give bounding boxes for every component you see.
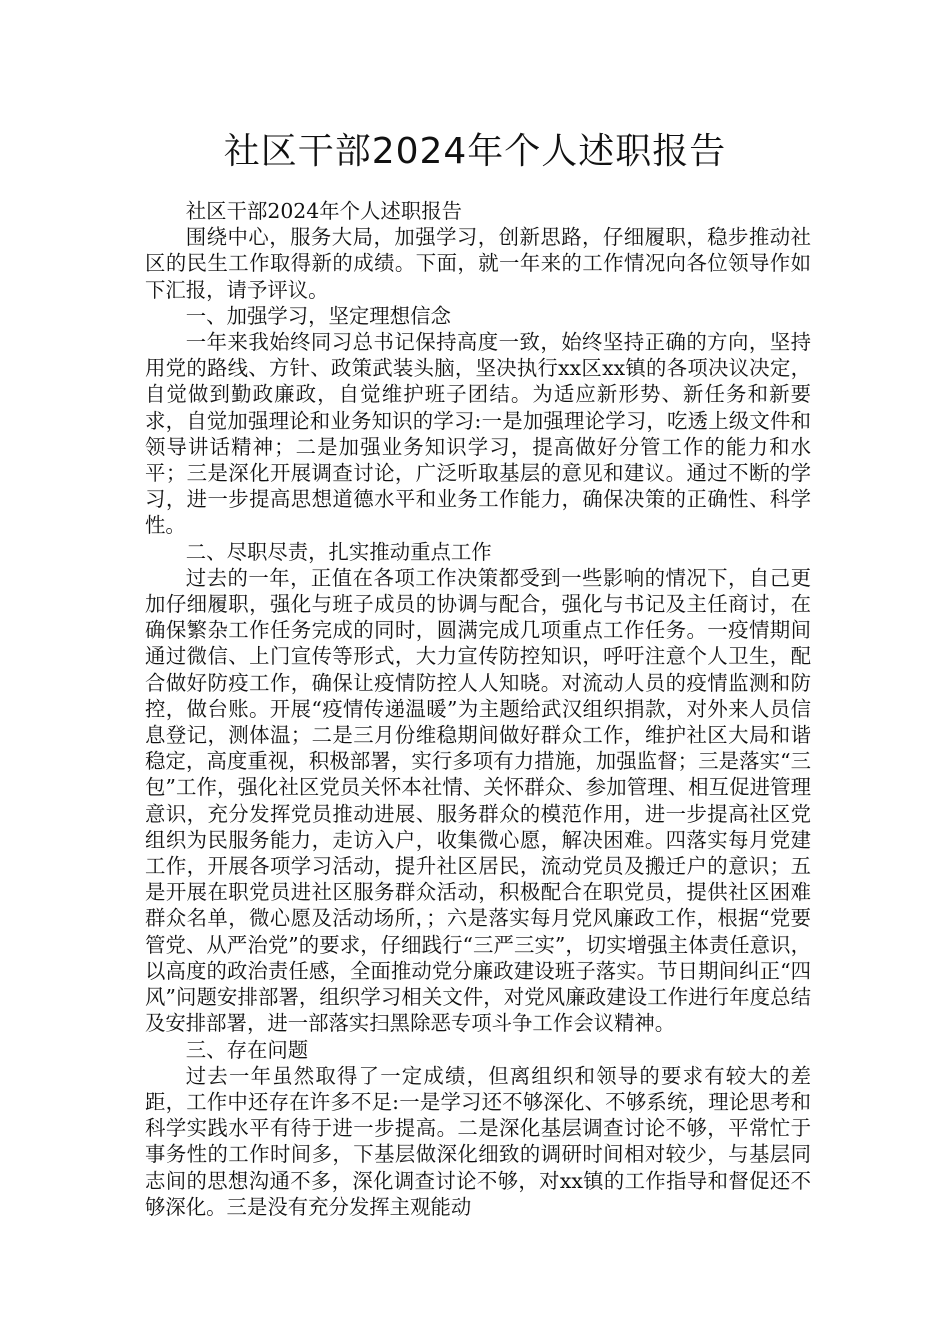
paragraph-section-2: 过去的一年，正值在各项工作决策都受到一些影响的情况下，自己更加仔细履职，强化与班子成员的协调与配合，强化与书记及主任商讨，在确保繁杂工作任务完成的同时，圆满完成几项重点工作任务。一疫情期间通过微信、上门宣传等形式，大力宣传防控知识，呼吁注意个人卫生，配合做好防疫工作，确保让疫情防控人人知晓。对流动人员的疫情监测和防控，做台账。开展“疫情传递温暖”为主题给武汉组织捐款，对外来人员信息登记，测体温；二是三月份维稳期间做好群众工作，维护社区大局和谐稳定，高度重视，积极部署，实行多项有力措施，加强监督；三是落实“三包”工作，强化社区党员关怀本社情、关怀群众、参加管理、相互促进管理意识，充分发挥党员推动进展、服务群众的模范作用，进一步提高社区党组织为民服务能力，走访入户，收集微心愿，解决困难。四落实每月党建工作，开展各项学习活动，提升社区居民，流动党员及搬迁户的意识；五是开展在职党员进社区服务群众活动，积极配合在职党员，提供社区困难群众名单，微心愿及活动场所，；六是落实每月党风廉政工作，根据“党要管党、从严治党”的要求，仔细践行“三严三实”，切实增强主体责任意识，以高度的政治责任感，全面推动党分廉政建设班子落实。节日期间纠正“四风”问题安排部署，组织学习相关文件，对党风廉政建设工作进行年度总结及安排部署，进一部落实扫黑除恶专项斗争工作会议精神。 xyxy=(145,565,811,1036)
document-title: 社区干部2024年个人述职报告 xyxy=(223,131,727,172)
section-heading-3: 三、存在问题 xyxy=(185,1037,309,1062)
paragraph-subtitle: 社区干部2024年个人述职报告 xyxy=(185,199,462,223)
section-heading-1: 一、加强学习，坚定理想信念 xyxy=(185,303,451,328)
document-body xyxy=(145,198,811,1220)
paragraph-section-3: 过去一年虽然取得了一定成绩，但离组织和领导的要求有较大的差距，工作中还存在许多不足:一是学习还不够深化、不够系统，理论思考和科学实践水平有待于进一步提高。二是深化基层调查讨论不够，平常忙于事务性的工作时间多，下基层做深化细致的调研时间相对较少，与基层同志间的思想沟通不多，深化调查讨论不够，对xx镇的工作指导和督促还不够深化。三是没有充分发挥主观能动 xyxy=(145,1063,811,1219)
paragraph-section-1: 一年来我始终同习总书记保持高度一致，始终坚持正确的方向，坚持用党的路线、方针、政策武装头脑，坚决执行xx区xx镇的各项决议决定，自觉做到勤政廉政，自觉维护班子团结。为适应新形势、新任务和新要求，自觉加强理论和业务知识的学习:一是加强理论学习，吃透上级文件和领导讲话精神；二是加强业务知识学习，提高做好分管工作的能力和水平；三是深化开展调查讨论，广泛听取基层的意见和建议。通过不断的学习，进一步提高思想道德水平和业务工作能力，确保决策的正确性、科学性。 xyxy=(145,330,811,538)
section-heading-2: 二、尽职尽责，扎实推动重点工作 xyxy=(185,539,492,564)
paragraph-intro: 围绕中心，服务大局，加强学习，创新思路，仔细履职，稳步推动社区的民生工作取得新的成绩。下面，就一年来的工作情况向各位领导作如下汇报，请予评议。 xyxy=(145,225,811,302)
